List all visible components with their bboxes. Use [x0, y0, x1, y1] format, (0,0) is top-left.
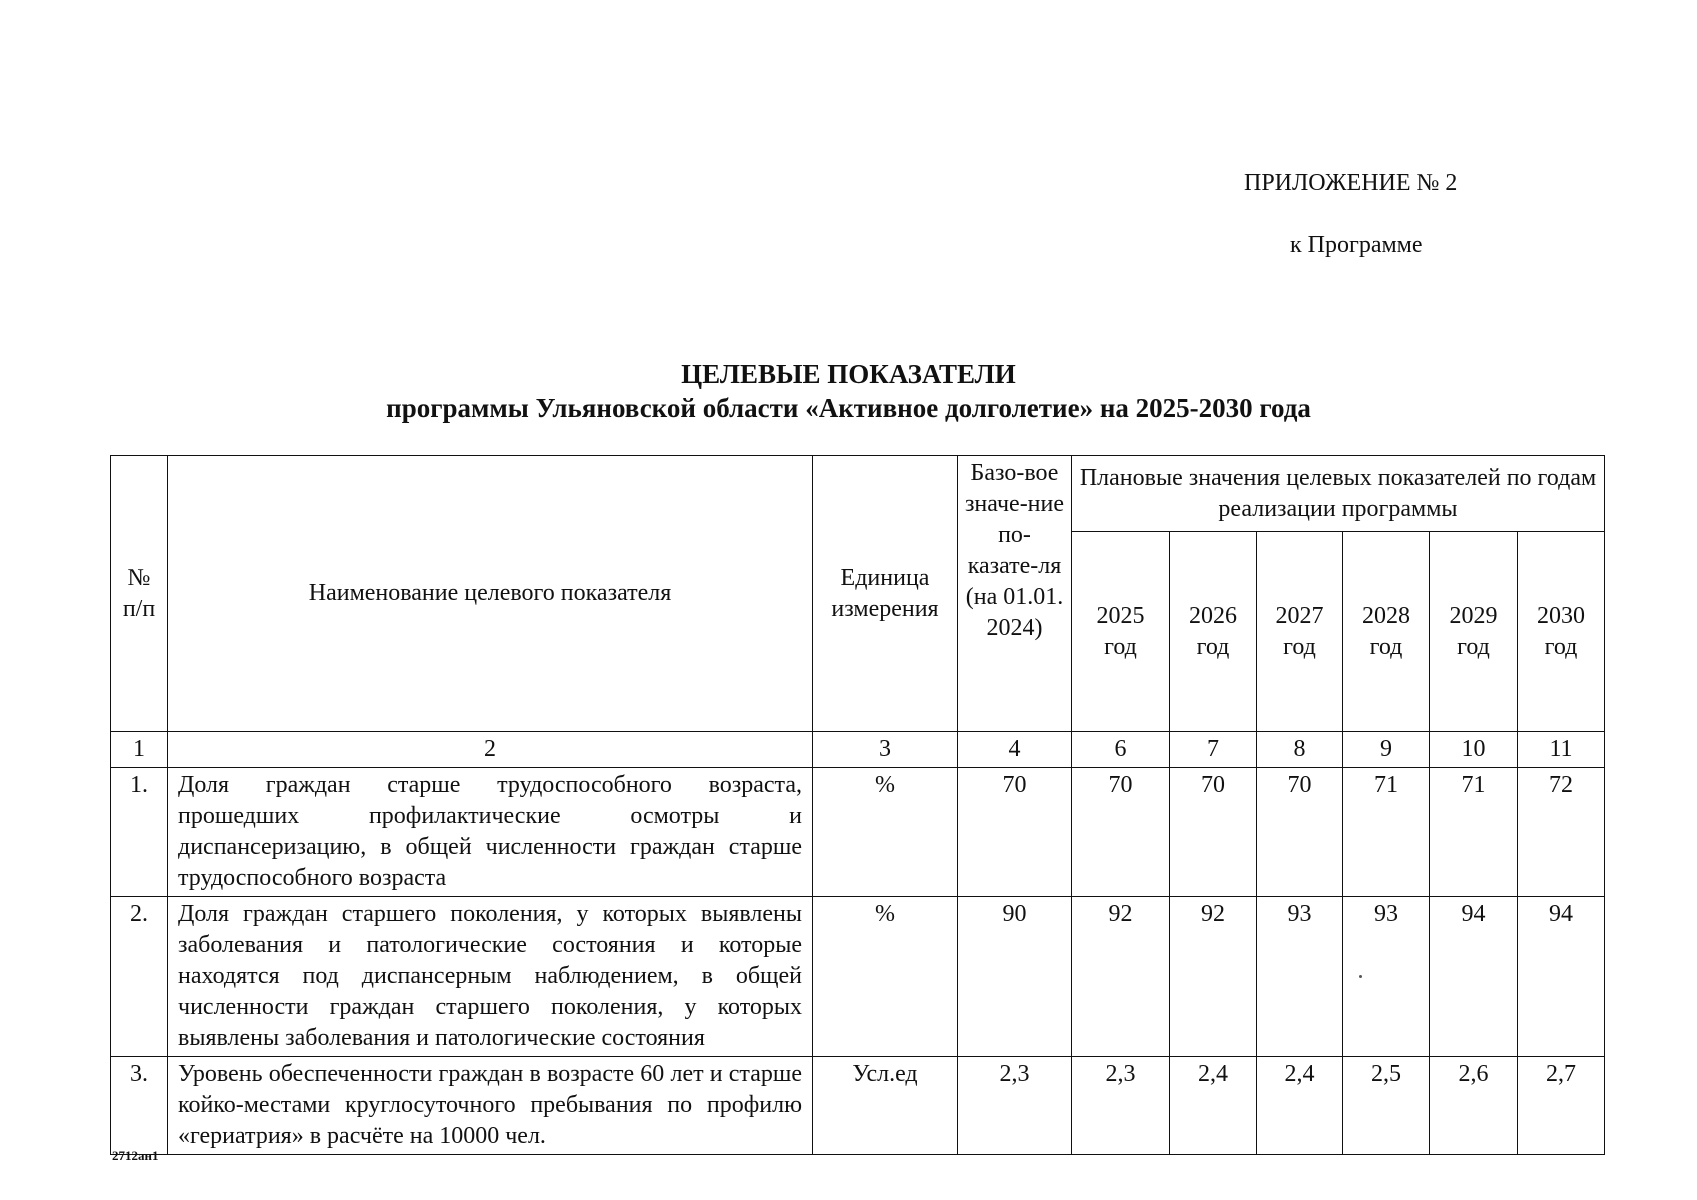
header-base-value: Базо-вое значе-ние по-казате-ля (на 01.01. 2024) [958, 456, 1072, 732]
indicator-unit: % [813, 768, 958, 897]
row-number: 1. [111, 768, 168, 897]
header-name: Наименование целевого показателя [168, 456, 813, 732]
base-value: 90 [958, 897, 1072, 1057]
planned-value: 71 [1343, 768, 1430, 897]
indicator-name: Доля граждан старше трудоспособного возраста, прошедших профилактические осмотры и диспансеризацию, в общей численности граждан старше трудоспособного возраста [168, 768, 813, 897]
indicator-unit: Усл.ед [813, 1057, 958, 1155]
column-number: 6 [1072, 732, 1170, 768]
appendix-subtitle: к Программе [1290, 232, 1423, 258]
indicator-name: Уровень обеспеченности граждан в возрасте 60 лет и старше койко-местами круглосуточного пребывания по профилю «гериатрия» в расчёте на 10000 чел. [168, 1057, 813, 1155]
column-number: 4 [958, 732, 1072, 768]
planned-value: 92 [1072, 897, 1170, 1057]
column-number: 2 [168, 732, 813, 768]
header-year: 2028 год [1343, 532, 1430, 732]
header-year: 2030 год [1518, 532, 1605, 732]
header-unit: Единица измерения [813, 456, 958, 732]
base-value: 2,3 [958, 1057, 1072, 1155]
header-year: 2026 год [1170, 532, 1257, 732]
column-number: 3 [813, 732, 958, 768]
planned-value: 2,5 [1343, 1057, 1430, 1155]
row-number: 3. [111, 1057, 168, 1155]
planned-value: 92 [1170, 897, 1257, 1057]
column-number: 9 [1343, 732, 1430, 768]
column-number: 1 [111, 732, 168, 768]
indicators-table [110, 455, 1605, 1155]
header-year: 2025 год [1072, 532, 1170, 732]
column-number: 10 [1430, 732, 1518, 768]
column-number: 8 [1257, 732, 1343, 768]
scan-artifact-dot [1359, 975, 1362, 978]
header-planned-values: Плановые значения целевых показателей по годам реализации программы [1072, 456, 1605, 532]
header-year: 2027 год [1257, 532, 1343, 732]
document-code: 2712ан1 [112, 1148, 159, 1163]
planned-value: 2,6 [1430, 1057, 1518, 1155]
column-number: 11 [1518, 732, 1605, 768]
header-num: № п/п [111, 456, 168, 732]
planned-value: 94 [1518, 897, 1605, 1057]
document-heading [0, 357, 1697, 425]
base-value: 70 [958, 768, 1072, 897]
indicator-name: Доля граждан старшего поколения, у которых выявлены заболевания и патологические состояния и которые находятся под диспансерным наблюдением, в общей численности граждан старшего поколения, у которых выявлены заболевания и патологические состояния [168, 897, 813, 1057]
planned-value: 2,7 [1518, 1057, 1605, 1155]
planned-value: 70 [1257, 768, 1343, 897]
planned-value: 2,3 [1072, 1057, 1170, 1155]
table-row [111, 897, 1605, 1057]
appendix-title: ПРИЛОЖЕНИЕ № 2 [1244, 170, 1458, 196]
planned-value: 2,4 [1257, 1057, 1343, 1155]
heading-line-2: программы Ульяновской области «Активное долголетие» на 2025-2030 года [386, 393, 1311, 423]
indicator-unit: % [813, 897, 958, 1057]
table-row [111, 1057, 1605, 1155]
header-year: 2029 год [1430, 532, 1518, 732]
row-number: 2. [111, 897, 168, 1057]
column-number: 7 [1170, 732, 1257, 768]
planned-value: 70 [1072, 768, 1170, 897]
column-number-row [111, 732, 1605, 768]
planned-value: 2,4 [1170, 1057, 1257, 1155]
planned-value: 70 [1170, 768, 1257, 897]
table-row [111, 768, 1605, 897]
planned-value: 72 [1518, 768, 1605, 897]
heading-line-1: ЦЕЛЕВЫЕ ПОКАЗАТЕЛИ [681, 359, 1016, 389]
planned-value: 93 [1343, 897, 1430, 1057]
planned-value: 93 [1257, 897, 1343, 1057]
planned-value: 94 [1430, 897, 1518, 1057]
planned-value: 71 [1430, 768, 1518, 897]
